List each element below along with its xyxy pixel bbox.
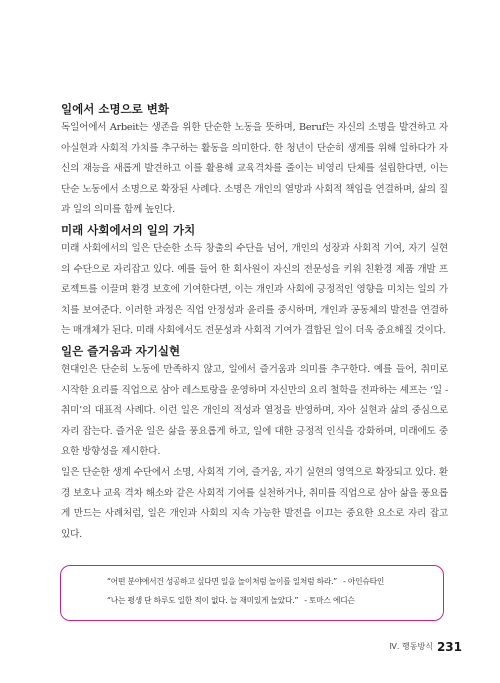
quote-einstein [107,576,384,587]
section-paragraph-conclusion: 일은 단순한 생계 수단에서 소명, 사회적 기여, 즐거움, 자기 실현의 영역으로 확장되고 있다. 환경 보호나 교육 격차 해소와 같은 사회적 기여를 실천하거나, 취미를 직업으로 삼아 삶을 풍요롭게 만드는 사례처럼, 일은 개인과 사회의 지속 가능한 발전을 이끄는 중요한 요소로 자리 잡고 있다. [61,466,448,540]
section-paragraph-future-value: 미래 사회에서의 일은 단순한 소득 창출의 수단을 넘어, 개인의 성장과 사회적 기여, 자기 실현의 수단으로 자리잡고 있다. 예를 들어 한 회사원이 자신의 전문성을 키워 친환경 제품 개발 프로젝트를 이끌며 환경 보호에 기여한다면, 이는 개인과 사회에 긍정적인 영향을 미치는 일의 가치를 보여준다. 이러한 과정은 직업 안정성과 윤리를 중시하며, 개인과 공동체의 발전을 연결하는 매개체가 된다. 미래 사회에서도 전문성과 사회적 기여가 결합된 일이 더욱 중요해질 것이다. [61,242,448,337]
section-heading-future-value: 미래 사회에서의 일의 가치 [61,222,196,237]
quote-source: - 아인슈타인 [343,577,385,586]
quote-text: “어떤 분야에서건 성공하고 싶다면 일을 놀이처럼 놀이를 일처럼 하라.” [107,577,338,586]
main-content [61,100,448,545]
quote-text: “나는 평생 단 하루도 일한 적이 없다. 늘 재미있게 놀았다.” [107,596,299,605]
page-footer [390,636,462,655]
page-number: 231 [436,639,462,654]
quote-source: - 토마스 에디슨 [304,596,355,605]
quote-box [60,565,444,621]
chapter-label: Ⅳ. 행동방식 [389,642,433,651]
section-paragraph-joy: 현대인은 단순히 노동에 만족하지 않고, 일에서 즐거움과 의미를 추구한다. 예를 들어, 취미로 시작한 요리를 직업으로 삼아 레스토랑을 운영하며 자신만의 요리 철학을 전파하는 셰프는 ‘일 - 취미’의 대표적 사례다. 이런 일은 개인의 적성과 열정을 반영하며, 자아 실현과 삶의 중심으로 자리 잡는다. 즐거운 일은 삶을 풍요롭게 하고, 일에 대한 긍정적 인식을 강화하며, 미래에도 중요한 방향성을 제시한다. [61,363,448,458]
section-heading-calling: 일에서 소명으로 변화 [61,102,169,116]
section-heading-joy: 일은 즐거움과 자기실현 [61,343,181,358]
quote-edison [107,595,355,606]
section-paragraph-calling: 독일어에서 Arbeit는 생존을 위한 단순한 노동을 뜻하며, Beruf는 자신의 소명을 발견하고 자아실현과 사회적 가치를 추구하는 활동을 의미한다. 한 청년이 단순히 생계를 위해 일하다가 자신의 재능을 새롭게 발견하고 이를 활용해 교육격차를 줄이는 비영리 단체를 설립한다면, 이는 단순 노동에서 소명으로 확장된 사례다. 소명은 개인의 열망과 사회적 책임을 연결하며, 삶의 질과 일의 의미를 함께 높인다. [61,122,448,216]
